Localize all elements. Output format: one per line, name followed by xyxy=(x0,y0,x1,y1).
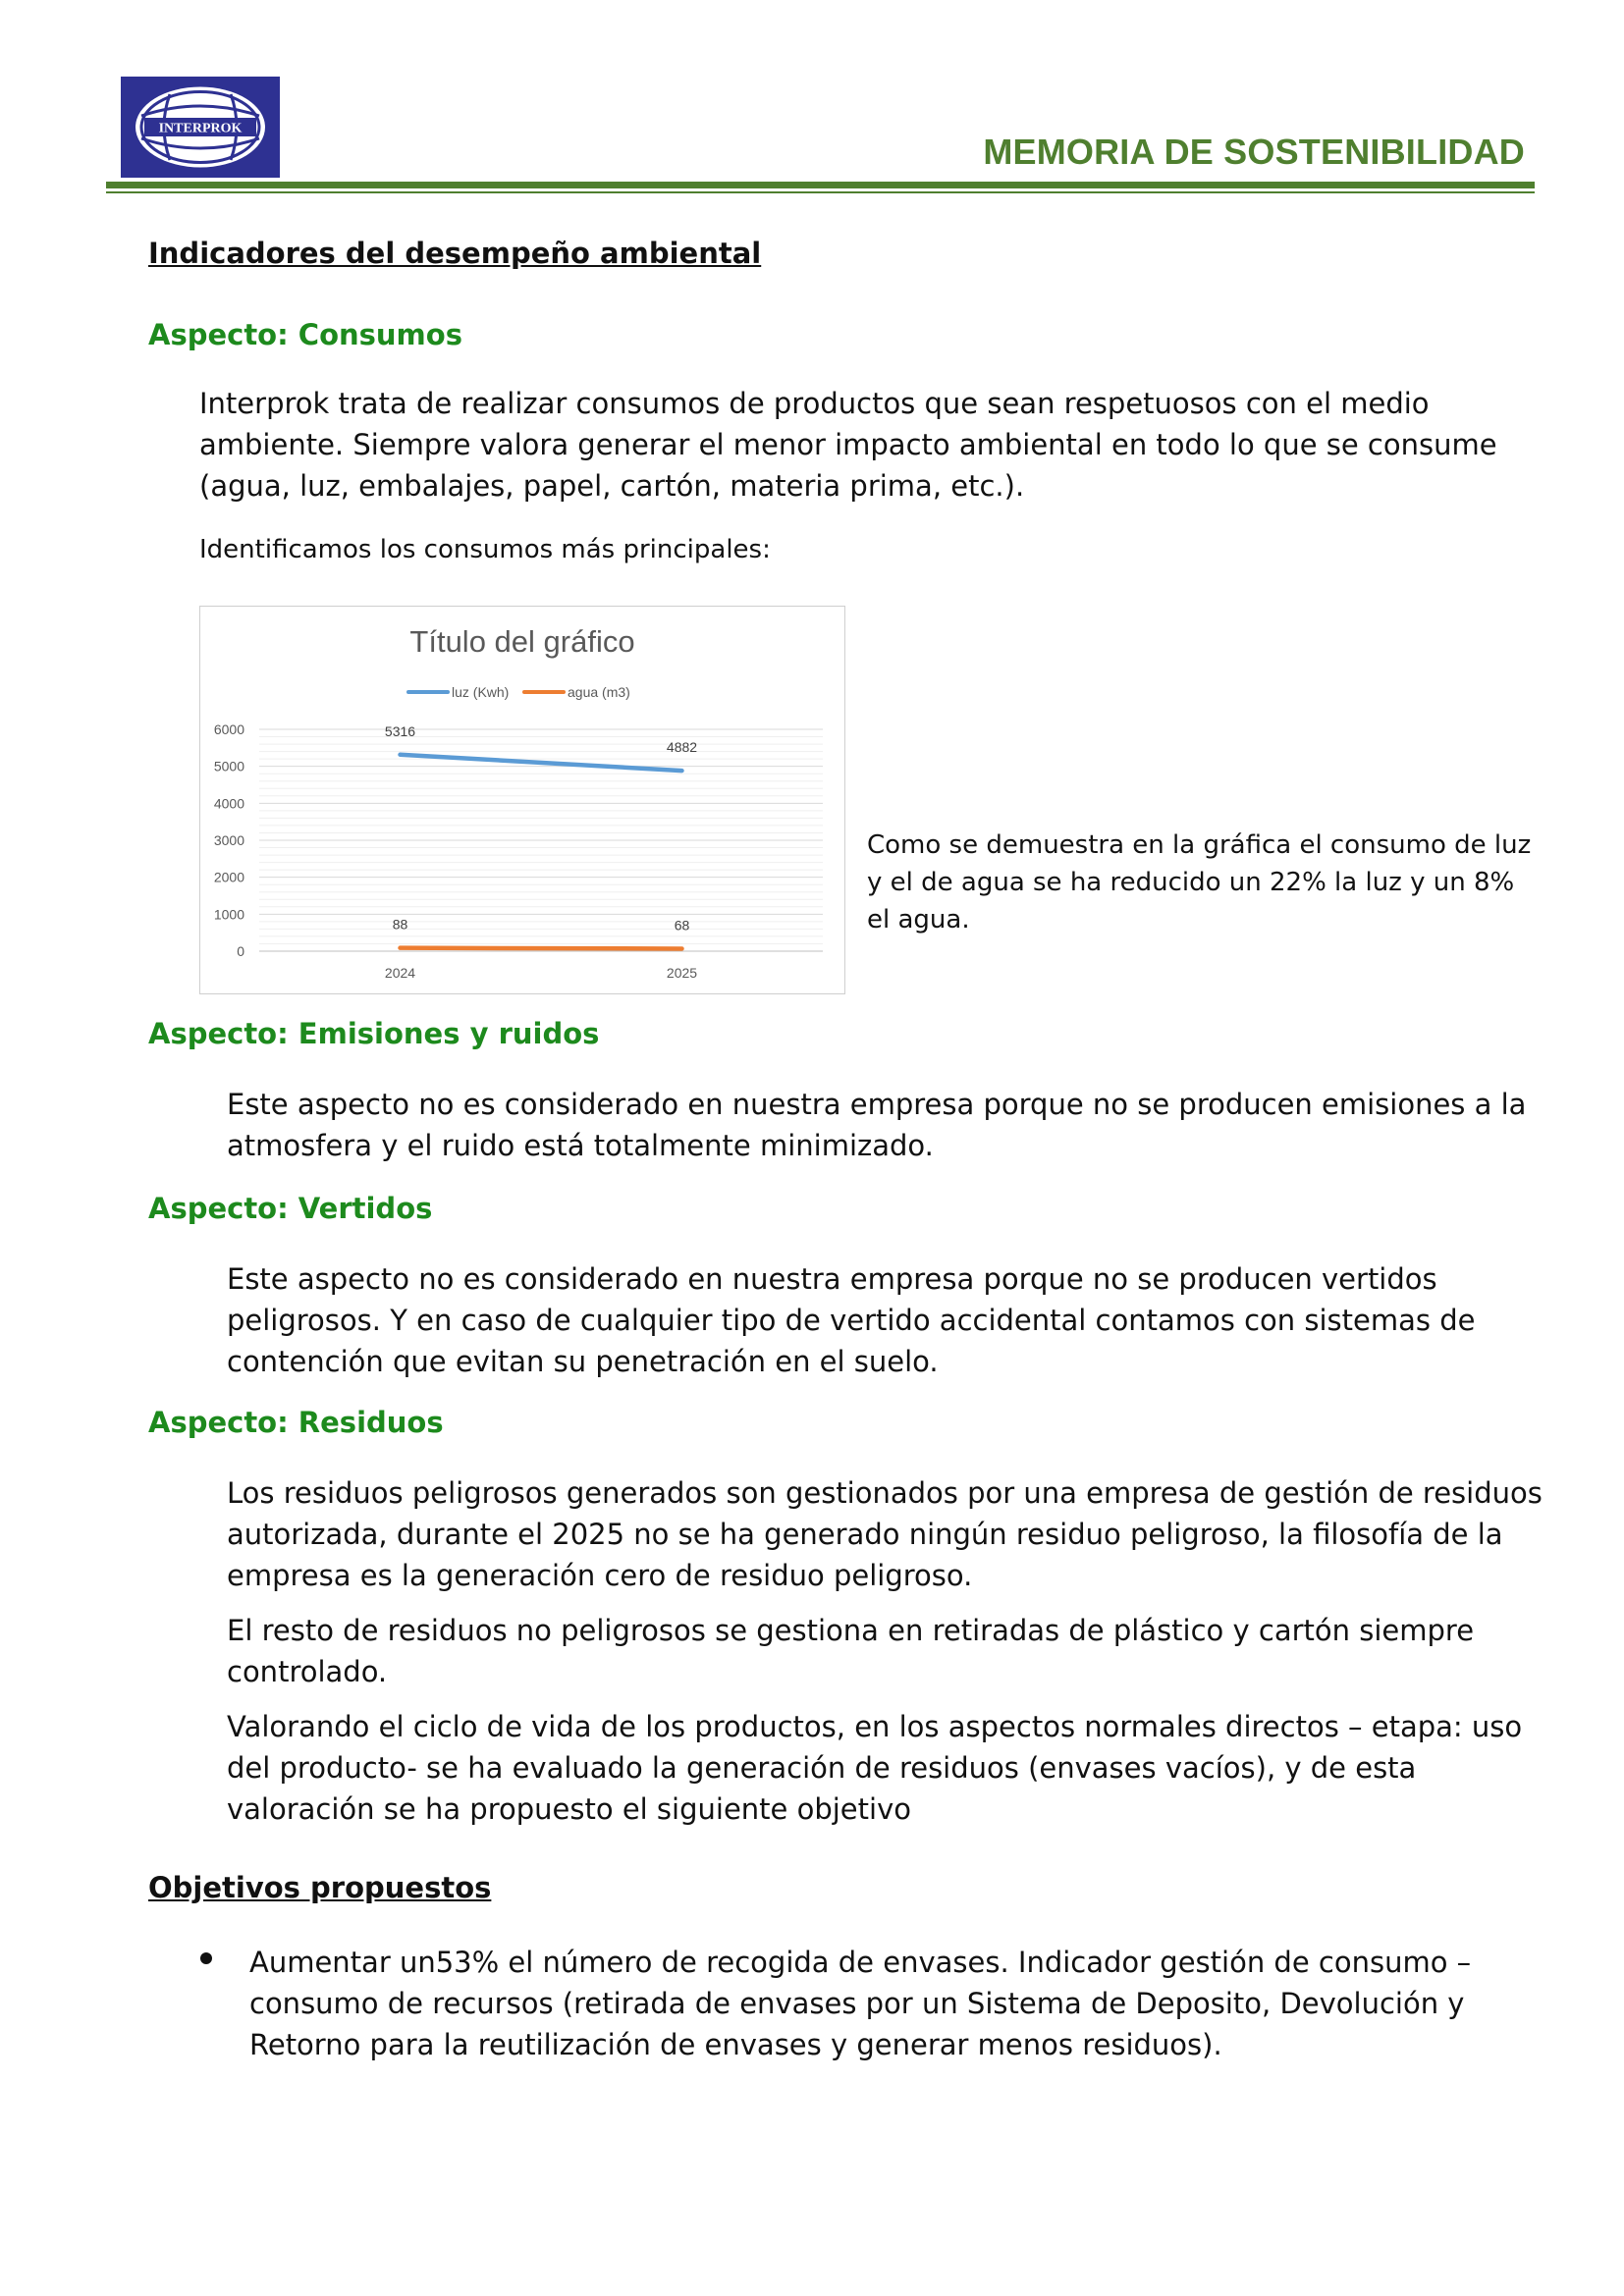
legend-label: luz (Kwh) xyxy=(452,684,510,700)
data-label: 68 xyxy=(674,917,690,934)
section-title: Indicadores del desempeño ambiental xyxy=(148,237,762,270)
objective-text: Aumentar un53% el número de recogida de envases. Indicador gestión de consumo – consumo de recursos (retirada de envases por un Sistema de Deposito, Devolución y Retorno para la reutilización de envases y generar menos residuos). xyxy=(249,1946,1472,2061)
legend-label: agua (m3) xyxy=(568,684,630,700)
series-line xyxy=(401,755,682,771)
consumos-intro: Identificamos los consumos más principales: xyxy=(199,535,771,564)
data-label: 88 xyxy=(392,916,408,933)
document-title: MEMORIA DE SOSTENIBILIDAD xyxy=(983,132,1525,172)
residuos-paragraph-3: Valorando el ciclo de vida de los productos, en los aspectos normales directos – etapa: uso del producto- se ha evaluado la generación de residuos (envases vacíos), y de esta valoración se ha propuesto el siguiente objetivo xyxy=(227,1710,1523,1826)
y-tick-label: 5000 xyxy=(213,758,244,774)
header-divider xyxy=(106,182,1535,188)
chart-legend xyxy=(408,684,630,700)
consumption-chart xyxy=(199,606,845,994)
y-tick-label: 2000 xyxy=(213,869,244,885)
residuos-paragraph-2: El resto de residuos no peligrosos se gestiona en retiradas de plástico y cartón siempre controlado. xyxy=(227,1614,1475,1688)
heading-consumos: Aspecto: Consumos xyxy=(148,318,462,351)
company-logo xyxy=(121,77,280,178)
x-tick-label: 2024 xyxy=(384,965,416,981)
vertidos-paragraph: Este aspecto no es considerado en nuestra empresa porque no se producen vertidos peligrosos. Y en caso de cualquier tipo de vertido accidental contamos con sistemas de contención que evitan su penetración en el suelo. xyxy=(227,1262,1476,1378)
heading-residuos: Aspecto: Residuos xyxy=(148,1406,444,1439)
x-tick-label: 2025 xyxy=(666,965,698,981)
series-line xyxy=(401,948,682,949)
y-tick-label: 4000 xyxy=(213,795,244,812)
residuos-paragraph-1: Los residuos peligrosos generados son gestionados por una empresa de gestión de residuos autorizada, durante el 2025 no se ha generado ningún residuo peligroso, la filosofía de la empresa es la generación cero de residuo peligroso. xyxy=(227,1476,1543,1592)
heading-objetivos: Objetivos propuestos xyxy=(148,1871,492,1904)
data-label: 5316 xyxy=(384,722,416,739)
data-label: 4882 xyxy=(666,739,698,756)
bullet-icon xyxy=(200,1952,212,1964)
chart-series xyxy=(401,755,682,949)
consumos-paragraph: Interprok trata de realizar consumos de productos que sean respetuosos con el medio ambiente. Siempre valora generar el menor impacto ambiental en todo lo que se consume (agua, luz, embalajes, papel, cartón, materia prima, etc.). xyxy=(199,387,1497,503)
chart-title: Título del gráfico xyxy=(409,624,635,659)
chart-y-axis xyxy=(214,721,244,959)
chart-x-axis xyxy=(385,965,697,981)
chart-note: Como se demuestra en la gráfica el consumo de luz y el de agua se ha reducido un 22% la luz y un 8% el agua. xyxy=(867,830,1532,934)
y-tick-label: 6000 xyxy=(213,721,244,737)
logo-text: INTERPROK xyxy=(158,121,243,136)
y-tick-label: 0 xyxy=(237,943,244,959)
y-tick-label: 1000 xyxy=(213,906,244,923)
heading-vertidos: Aspecto: Vertidos xyxy=(148,1192,433,1225)
heading-emisiones: Aspecto: Emisiones y ruidos xyxy=(148,1017,600,1050)
header-divider-thin xyxy=(106,191,1535,193)
y-tick-label: 3000 xyxy=(213,832,244,848)
emisiones-paragraph: Este aspecto no es considerado en nuestra empresa porque no se producen emisiones a la atmosfera y el ruido está totalmente minimizado. xyxy=(227,1088,1527,1162)
